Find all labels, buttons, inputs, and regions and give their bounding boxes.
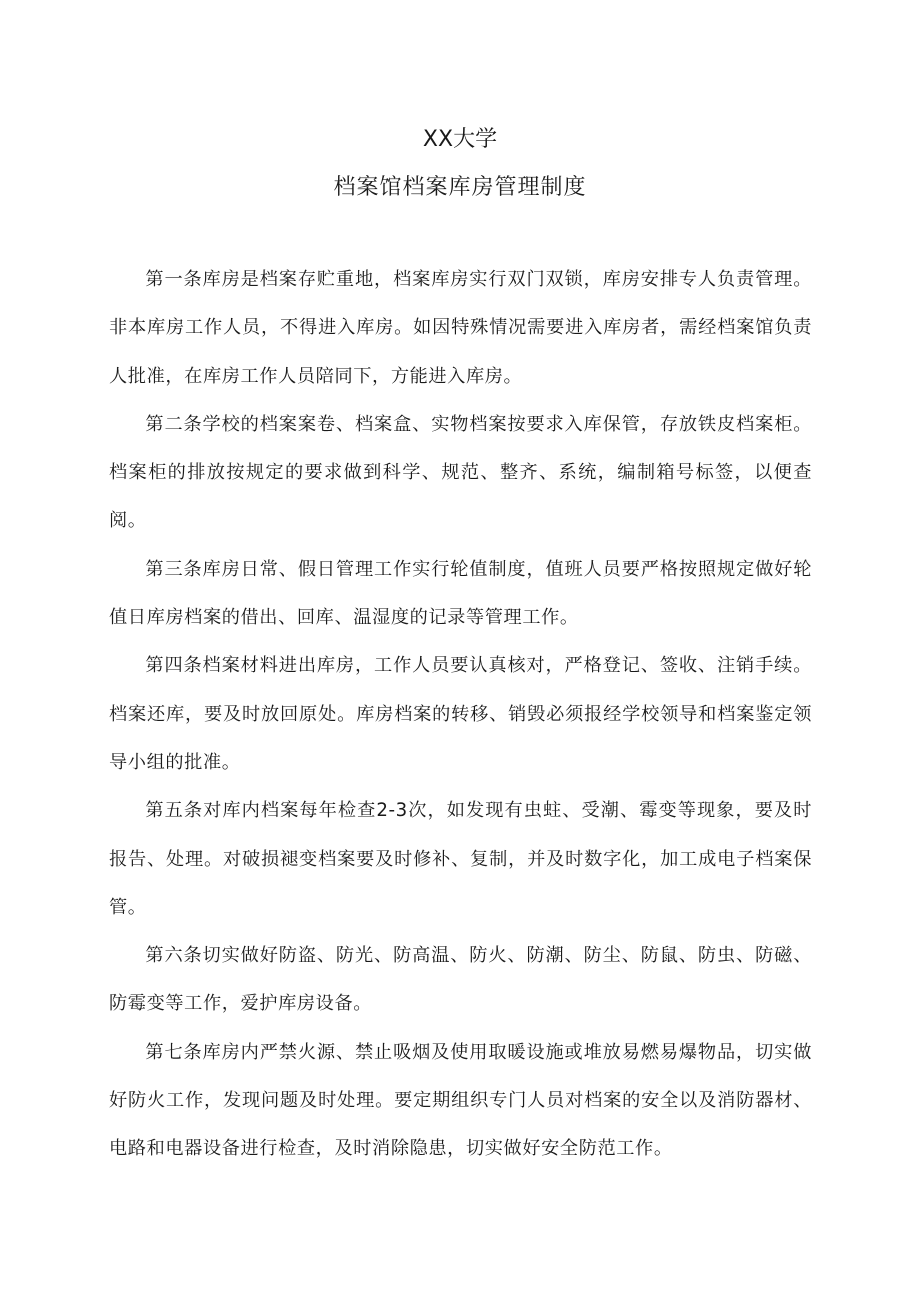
article-6: 第六条切实做好防盗、防光、防高温、防火、防潮、防尘、防鼠、防虫、防磁、防霉变等工作，爱护库房设备。	[109, 945, 812, 1015]
article-3: 第三条库房日常、假日管理工作实行轮值制度，值班人员要严格按照规定做好轮值日库房档案的借出、回库、温湿度的记录等管理工作。	[109, 558, 812, 629]
article-4: 第四条档案材料进出库房，工作人员要认真核对，严格登记、签收、注销手续。档案还库，要及时放回原处。库房档案的转移、销毁必须报经学校领导和档案鉴定领导小组的批准。	[109, 655, 812, 773]
article-2: 第二条学校的档案案卷、档案盒、实物档案按要求入库保管，存放铁皮档案柜。档案柜的排放按规定的要求做到科学、规范、整齐、系统，编制箱号标签，以便查阅。	[109, 413, 812, 532]
document-body	[109, 256, 812, 1174]
article-5: 第五条对库内档案每年检查2-3次，如发现有虫蛀、受潮、霉变等现象，要及时报告、处理。对破损褪变档案要及时修补、复制，并及时数字化，加工成电子档案保管。	[109, 800, 812, 918]
article-7: 第七条库房内严禁火源、禁止吸烟及使用取暖设施或堆放易燃易爆物品，切实做好防火工作，发现问题及时处理。要定期组织专门人员对档案的安全以及消防器材、电路和电器设备进行检查，及时消除隐患，切实做好安全防范工作。	[109, 1041, 812, 1160]
document-title: 档案馆档案库房管理制度	[333, 175, 587, 200]
document-title-institution: XX大学	[422, 127, 498, 152]
article-1: 第一条库房是档案存贮重地，档案库房实行双门双锁，库房安排专人负责管理。非本库房工作人员，不得进入库房。如因特殊情况需要进入库房者，需经档案馆负责人批准，在库房工作人员陪同下，方能进入库房。	[109, 269, 812, 387]
